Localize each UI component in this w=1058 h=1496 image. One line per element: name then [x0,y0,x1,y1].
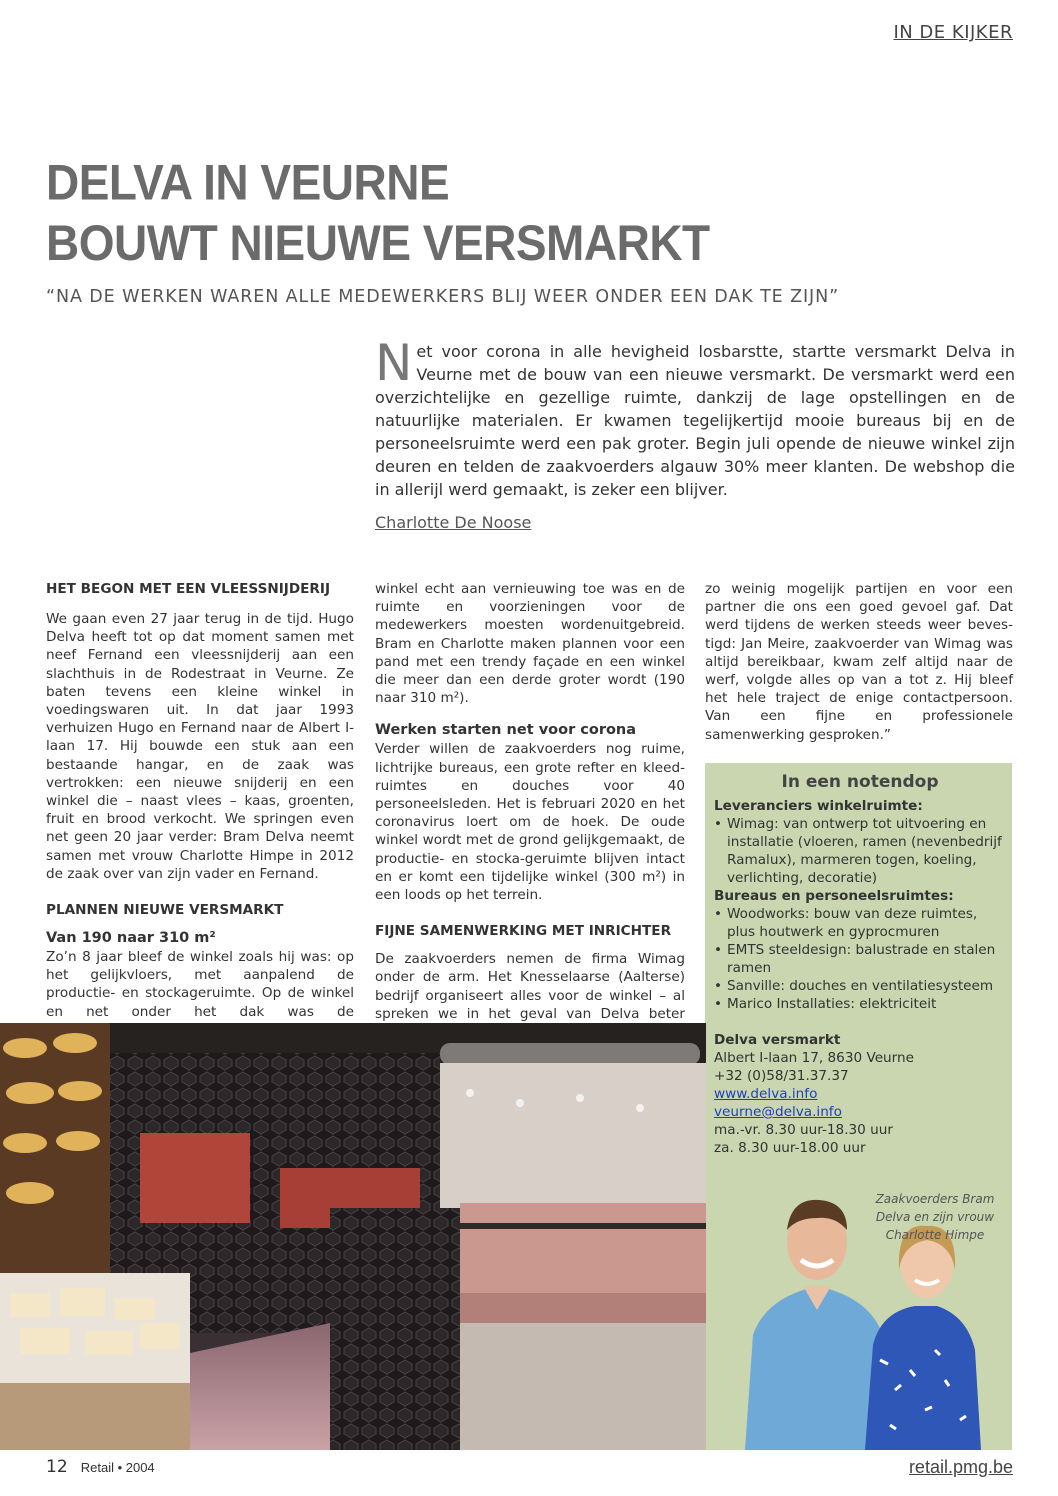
paragraph: Verder willen de zaakvoerders nog ruime, lichtrijke bureaus, een grote refter en kleed-ruimtes en douches voor 40 personeelsleden. Het is februari 2020 en het coronavirus loert om de hoek. De oude winkel wordt met de grond gelijkgemaakt, de productie- en stocka-geruimte blijven intact en er komt een tijdelijke winkel (300 m²) in een loods op het terrein. [375,741,685,904]
page-number: 12 [46,1457,68,1477]
section-tag: IN DE KIJKER [893,22,1013,43]
list-item: • Wimag: van ontwerp tot uitvoering en installatie (vloeren, ramen (nevenbedrijf Ramalux), marmeren togen, koeling, verlichting, decoratie) [714,815,1006,887]
title-line-1: DELVA IN VEURNE [46,154,450,211]
drop-cap: N [375,334,413,392]
list-item: • Marico Installaties: elektriciteit [714,995,1006,1013]
hours-saturday: za. 8.30 uur-18.00 uur [714,1140,866,1156]
paragraph: We gaan even 27 jaar terug in de tijd. Hugo Delva heeft tot op dat moment samen met neef Fernand een vleessnijderij aan een slachthuis in de Rodestraat in Veurne. Ze baten tevens een kleine winkel in voedingswaren uit. In dat jaar 1993 verhuizen Hugo en Fernand naar de Albert I-laan 17. Hij bouwde een stuk aan een bestaande hangar, en de zaak was vertrokken: een nieuwe snijderij en een winkel die – naast vlees – kaas, groenten, fruit en brood verkocht. We springen even net geen 20 jaar verder: Bram Delva neemt samen met vrouw Charlotte Himpe in 2012 de zaak over van zijn vader en Fernand. [46,611,354,882]
email-link[interactable]: veurne@delva.info [714,1104,842,1120]
store-phone: +32 (0)58/31.37.37 [714,1068,849,1084]
caption-line: Charlotte Himpe [885,1228,985,1242]
magazine-issue: Retail • 2004 [80,1460,155,1475]
list-item: • EMTS steeldesign: balustrade en stalen ramen [714,941,1006,977]
sub-heading: Van 190 naar 310 m² [46,930,216,947]
section-heading: HET BEGON MET EEN VLEESSNIJDERIJ [46,581,331,597]
hours-weekday: ma.-vr. 8.30 uur-18.30 uur [714,1122,893,1138]
caption-line: Delva en zijn vrouw [875,1210,995,1224]
article-column-1 [46,580,354,1039]
paragraph: zo weinig mogelijk partijen en voor een partner die ons een goed gevoel gaf. Dat werd tijdens de werken steeds weer beves-tigd: Jan Meire, zaakvoerder van Wimag was altijd bereikbaar, kwam zelf altijd naar de werf, volgde alles op van a tot z. Hij bleef het hele traject de enige contactpersoon. Van een fijne en professionele samenwerking gesproken.” [705,581,1013,743]
footer-site-link[interactable]: retail.pmg.be [908,1457,1013,1477]
caption-line: Zaakvoerders Bram [875,1192,995,1206]
suppliers-heading: Leveranciers winkelruimte: [714,798,923,814]
list-item: • Sanville: douches en ventilatiesysteem [714,977,1006,995]
store-name: Delva versmarkt [714,1032,841,1048]
paragraph: Zo’n 8 jaar bleef de winkel zoals hij was: op het gelijkvloers, met aanpalend de productie- en stockageruimte. Op de winkel en net onder het dak was de [46,949,354,1020]
article-intro [375,334,1015,501]
sub-heading: Werken starten net voor corona [375,722,637,739]
article-column-2 [375,580,685,1059]
store-address: Albert I-laan 17, 8630 Veurne [714,1050,915,1066]
store-interior-photo [0,1023,706,1450]
photo-caption [870,1190,1000,1244]
paragraph: winkel echt aan vernieuwing toe was en de ruimte en voorzieningen voor de medewerkers moesten wordenuitgebreid. Bram en Charlotte maken plannen voor een pand met een trendy façade en een winkel die meer dan een derde groter wordt (190 naar 310 m²). [375,581,685,707]
section-heading: FIJNE SAMENWERKING MET INRICHTER [375,923,672,940]
list-item: • Woodworks: bouw van deze ruimtes, plus houtwerk en gyprocmuren [714,905,1006,941]
offices-list [714,905,1006,1013]
article-subtitle: “NA DE WERKEN WAREN ALLE MEDEWERKERS BLIJ WEER ONDER EEN DAK TE ZIJN” [46,287,840,307]
paragraph: De zaakvoerders nemen de firma Wimag onder de arm. Het Knesselaarse (Aalterse) bedrijf organiseert alles voor de winkel – al spreken we in het geval van Delva beter [375,951,685,1022]
article-title [46,152,710,273]
info-box-title: In een notendop [781,772,939,792]
intro-text: et voor corona in alle hevigheid losbarstte, startte versmarkt Delva in Veurne met de bouw van een nieuwe versmarkt. De versmarkt werd een overzichtelijke en gezellige ruimte, dankzij de lage opstellingen en de natuurlijke materialen. Er kwamen tegelijkertijd mooie bureaus bij en de personeelsruimte werd een pak groter. Begin juli opende de nieuwe winkel zijn deuren en telden de zaakvoerders algauw 30% meer klanten. De webshop die in allerijl werd gemaakt, is zeker een blijver. [375,342,1015,499]
footer-left [46,1457,155,1477]
author-link[interactable]: Charlotte De Noose [375,513,532,532]
suppliers-list [714,815,1006,887]
offices-heading: Bureaus en personeelsruimtes: [714,888,954,904]
article-column-3 [705,580,1013,744]
section-heading: PLANNEN NIEUWE VERSMARKT [46,902,284,919]
website-link[interactable]: www.delva.info [714,1086,818,1102]
title-line-2: BOUWT NIEUWE VERSMARKT [46,214,710,271]
